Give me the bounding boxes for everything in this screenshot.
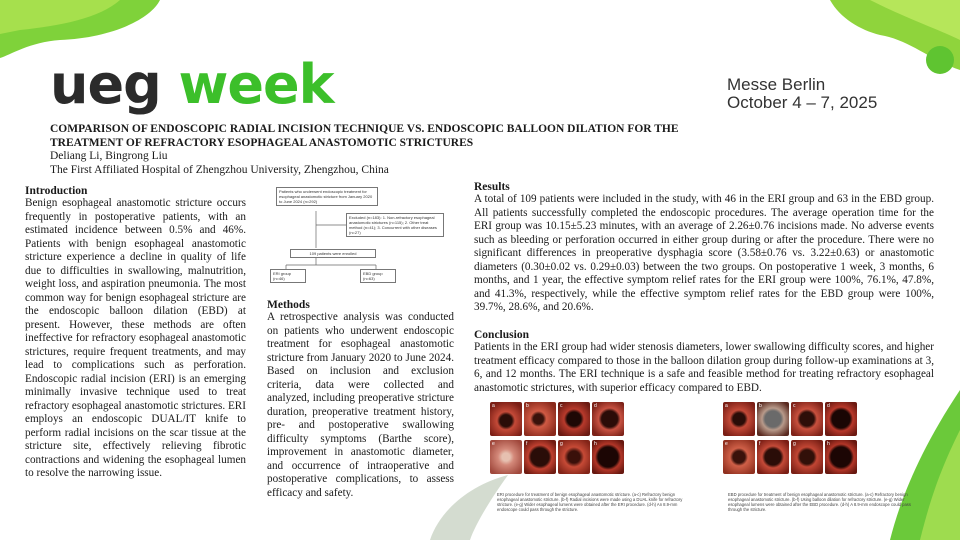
poster-authors: Deliang Li, Bingrong Liu	[50, 150, 168, 162]
ebd-figure	[723, 402, 873, 497]
venue-location: Messe Berlin	[727, 75, 826, 94]
results-section	[474, 181, 934, 315]
eri-endoscopy-image: a	[490, 402, 522, 436]
patient-flowchart	[266, 183, 456, 291]
flowchart-excluded-box: Excluded (n=183): 1. Non-refractory esophageal anastomotic strictures (n=115); 2. Other treat method (n=41); 3. Concurrent with other diseases (n=27)	[346, 213, 444, 237]
flowchart-enrolled-box: 109 patients were enrolled	[290, 249, 376, 258]
ebd-endoscopy-image: f	[757, 440, 789, 474]
poster-title: COMPARISON OF ENDOSCOPIC RADIAL INCISION TECHNIQUE VS. ENDOSCOPIC BALLOON DILATION FOR THE TREATMENT OF REFRACTORY ESOPHAGEAL ANASTOMOTIC STRICTURES	[50, 123, 679, 149]
eri-endoscopy-image: b	[524, 402, 556, 436]
methods-heading: Methods	[267, 299, 310, 311]
eri-endoscopy-image: g	[558, 440, 590, 474]
introduction-heading: Introduction	[25, 185, 88, 197]
eri-endoscopy-image: c	[558, 402, 590, 436]
ebd-endoscopy-image: d	[825, 402, 857, 436]
ueg-week-logo	[50, 53, 334, 116]
ebd-endoscopy-image: a	[723, 402, 755, 436]
eri-endoscopy-image: d	[592, 402, 624, 436]
results-text: A total of 109 patients were included in the study, with 46 in the ERI group and 63 in the EBD group. All patients successfully completed the endoscopic procedures. The average operation time for the ERI group was 10.15±5.23 minutes, with an average of 2.26±0.76 incisions made. No adverse events such as bleeding or perforation occurred in either group during or after the procedure. There were no significant differences in preoperative dysphagia score (3.58±0.76 vs. 3.22±0.63) or anastomotic diameters (0.30±0.02 vs. 0.29±0.03) between the two groups. On postoperative 1 week, 3 months, 6 months, and 1 year, the effective symptom relief rates for the ERI group were 100%, 76.1%, 47.8%, and 41.3%, respectively, while the effective symptom relief rates for the EBD group were 100%, 39.7%, 28.6%, and 20.6%.	[474, 193, 934, 313]
flowchart-screened-box: Patients who underwent endoscopic treatment for esophageal anastomotic stricture from January 2020 to June 2024 (n=292)	[276, 187, 378, 206]
flowchart-eri-group-box: ERI group (n=46)	[270, 269, 306, 283]
poster-affiliation: The First Affiliated Hospital of Zhengzhou University, Zhengzhou, China	[50, 164, 389, 176]
results-heading: Results	[474, 181, 510, 193]
top-left-leaf-decoration	[0, 0, 180, 60]
ebd-endoscopy-image: c	[791, 402, 823, 436]
logo-text-ueg: ueg	[50, 53, 161, 116]
eri-figure	[490, 402, 640, 497]
methods-section	[267, 299, 454, 500]
venue-info	[727, 76, 877, 112]
ebd-endoscopy-image: g	[791, 440, 823, 474]
logo-text-week: week	[178, 53, 334, 116]
introduction-text: Benign esophageal anastomotic stricture occurs frequently in postoperative patients, with an estimated incidence between 0.5% and 46%. Patients with benign esophageal anastomotic stricture experience a decline in quality of life due to difficulties in swallowing, malnutrition, weight loss, and aspiration pneumonia. The most common way for benign esophageal stricture are the endoscopic balloon dilation (EBD) at present. However, these methods are often ineffective for refractory esophageal anastomotic strictures, require frequent treatments, and may lead to complications such as perforation. Endoscopic radial incision (ERI) is an emerging minimally invasive technique used to treat refractory esophageal anastomotic strictures. ERI employs an endoscopic DUAL/IT knife to perform radial incisions on the scar tissue at the stricture site, effectively relieving fibrotic contractions and widening the esophageal lumen to resolve the narrowing issue.	[25, 197, 246, 479]
conclusion-text: Patients in the ERI group had wider stenosis diameters, lower swallowing difficulty scores, and higher treatment efficacy compared to those in the balloon dilation group during follow-up examinations at 3, 6, and 12 months. The ERI technique is a safe and feasible method for treating refractory esophageal anastomotic strictures, with superior efficacy compared to EBD.	[474, 341, 934, 394]
flowchart-ebd-group-box: EBD group (n=63)	[360, 269, 396, 283]
conclusion-heading: Conclusion	[474, 329, 529, 341]
introduction-section	[25, 185, 246, 481]
ebd-figure-caption: EBD procedure for treatment of benign esophageal anastomotic stricture. (a-c) Refractory benign esophageal anastomotic stricture. (b-f) Using balloon dilation for refractory stricture. (e-g) Wider esophageal lumens were obtained after the EBD procedure. (d-h) A 8.9-mm endoscope could pass through the stricture.	[728, 492, 911, 512]
top-right-leaf-decoration	[790, 0, 960, 80]
conclusion-section	[474, 329, 934, 395]
ebd-endoscopy-image: b	[757, 402, 789, 436]
venue-dates: October 4 – 7, 2025	[727, 93, 878, 112]
ebd-endoscopy-image: h	[825, 440, 857, 474]
ebd-endoscopy-image: e	[723, 440, 755, 474]
eri-figure-caption: ERI procedure for treatment of benign esophageal anastomotic stricture. (a-c) Refractory benign esophageal anastomotic stricture. (b-f) Radial incisions were made using a DUAL knife for refractory stricture. (e-g) Wider esophageal lumens were obtained after the ERI procedure. (d-h) An 8.9-mm endoscope could pass through the stricture.	[497, 492, 683, 512]
eri-endoscopy-image: h	[592, 440, 624, 474]
methods-text: A retrospective analysis was conducted on patients who underwent endoscopic treatment for esophageal anastomotic stricture from January 2020 to June 2024. Based on inclusion and exclusion criteria, data were collected and analyzed, including preoperative stricture duration, preoperative treatment history, pre- and postoperative swallowing difficulty symptoms (Barthe score), improvement in anastomotic diameter, and occurrence of intraoperative and postoperative complications, to assess efficacy and safety.	[267, 311, 454, 499]
bottom-right-leaf-decoration	[880, 390, 960, 540]
eri-endoscopy-image: e	[490, 440, 522, 474]
eri-endoscopy-image: f	[524, 440, 556, 474]
